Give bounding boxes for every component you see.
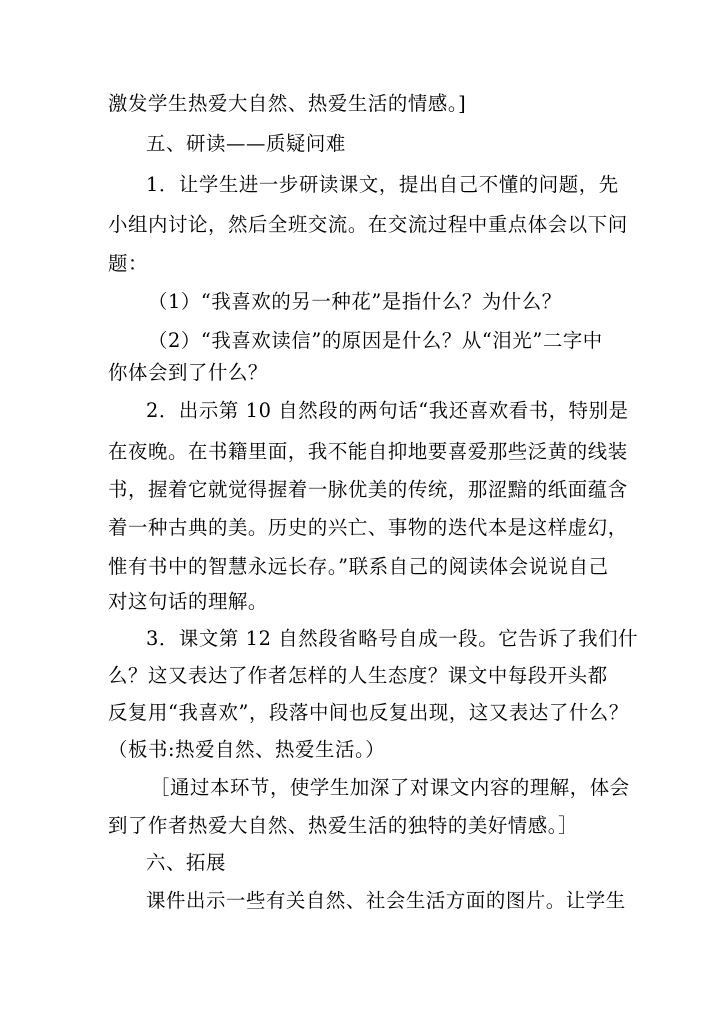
text-line: 2．出示第 10 自然段的两句话“我还喜欢看书，特别是	[146, 399, 629, 422]
text-line: 小组内讨论，然后全班交流。在交流过程中重点体会以下问	[108, 213, 628, 236]
text-line: 书，握着它就觉得握着一脉优美的传统，那涩黯的纸面蕴含	[108, 478, 628, 501]
section-heading: 五、研读——质疑问难	[146, 132, 346, 155]
text-line: 着一种古典的美。历史的兴亡、事物的迭代本是这样虚幻，	[108, 516, 628, 539]
text-line: 么？这又表达了作者怎样的人生态度？课文中每段开头都	[108, 664, 608, 687]
text-line: （1）“我喜欢的另一种花”是指什么？为什么？	[148, 290, 562, 313]
text-line: 反复用“我喜欢”，段落中间也反复出现，这又表达了什么？	[108, 701, 629, 724]
text-line: （板书:热爱自然、热爱生活。）	[108, 738, 386, 761]
section-heading: 六、拓展	[146, 851, 226, 874]
text-line: 惟有书中的智慧永远长存。”联系自己的阅读体会说说自己	[108, 555, 609, 578]
text-line: 到了作者热爱大自然、热爱生活的独特的美好情感。］	[108, 814, 579, 837]
text-line: 课件出示一些有关自然、社会生活方面的图片。让学生	[146, 889, 626, 912]
text-line: 激发学生热爱大自然、热爱生活的情感。]	[108, 92, 467, 115]
text-line: （2）“我喜欢读信”的原因是什么？从“泪光”二字中	[148, 329, 603, 352]
text-line: 你体会到了什么？	[108, 361, 268, 384]
text-line: 对这句话的理解。	[108, 590, 268, 613]
text-line: 题：	[108, 252, 148, 275]
text-line: ［通过本环节，使学生加深了对课文内容的理解，体会	[150, 776, 630, 799]
text-line: 在夜晚。在书籍里面，我不能自抑地要喜爱那些泛黄的线装	[108, 440, 628, 463]
text-line: 3．课文第 12 自然段省略号自成一段。它告诉了我们什	[146, 627, 639, 650]
text-line: 1．让学生进一步研读课文，提出自己不懂的问题，先	[146, 173, 619, 196]
